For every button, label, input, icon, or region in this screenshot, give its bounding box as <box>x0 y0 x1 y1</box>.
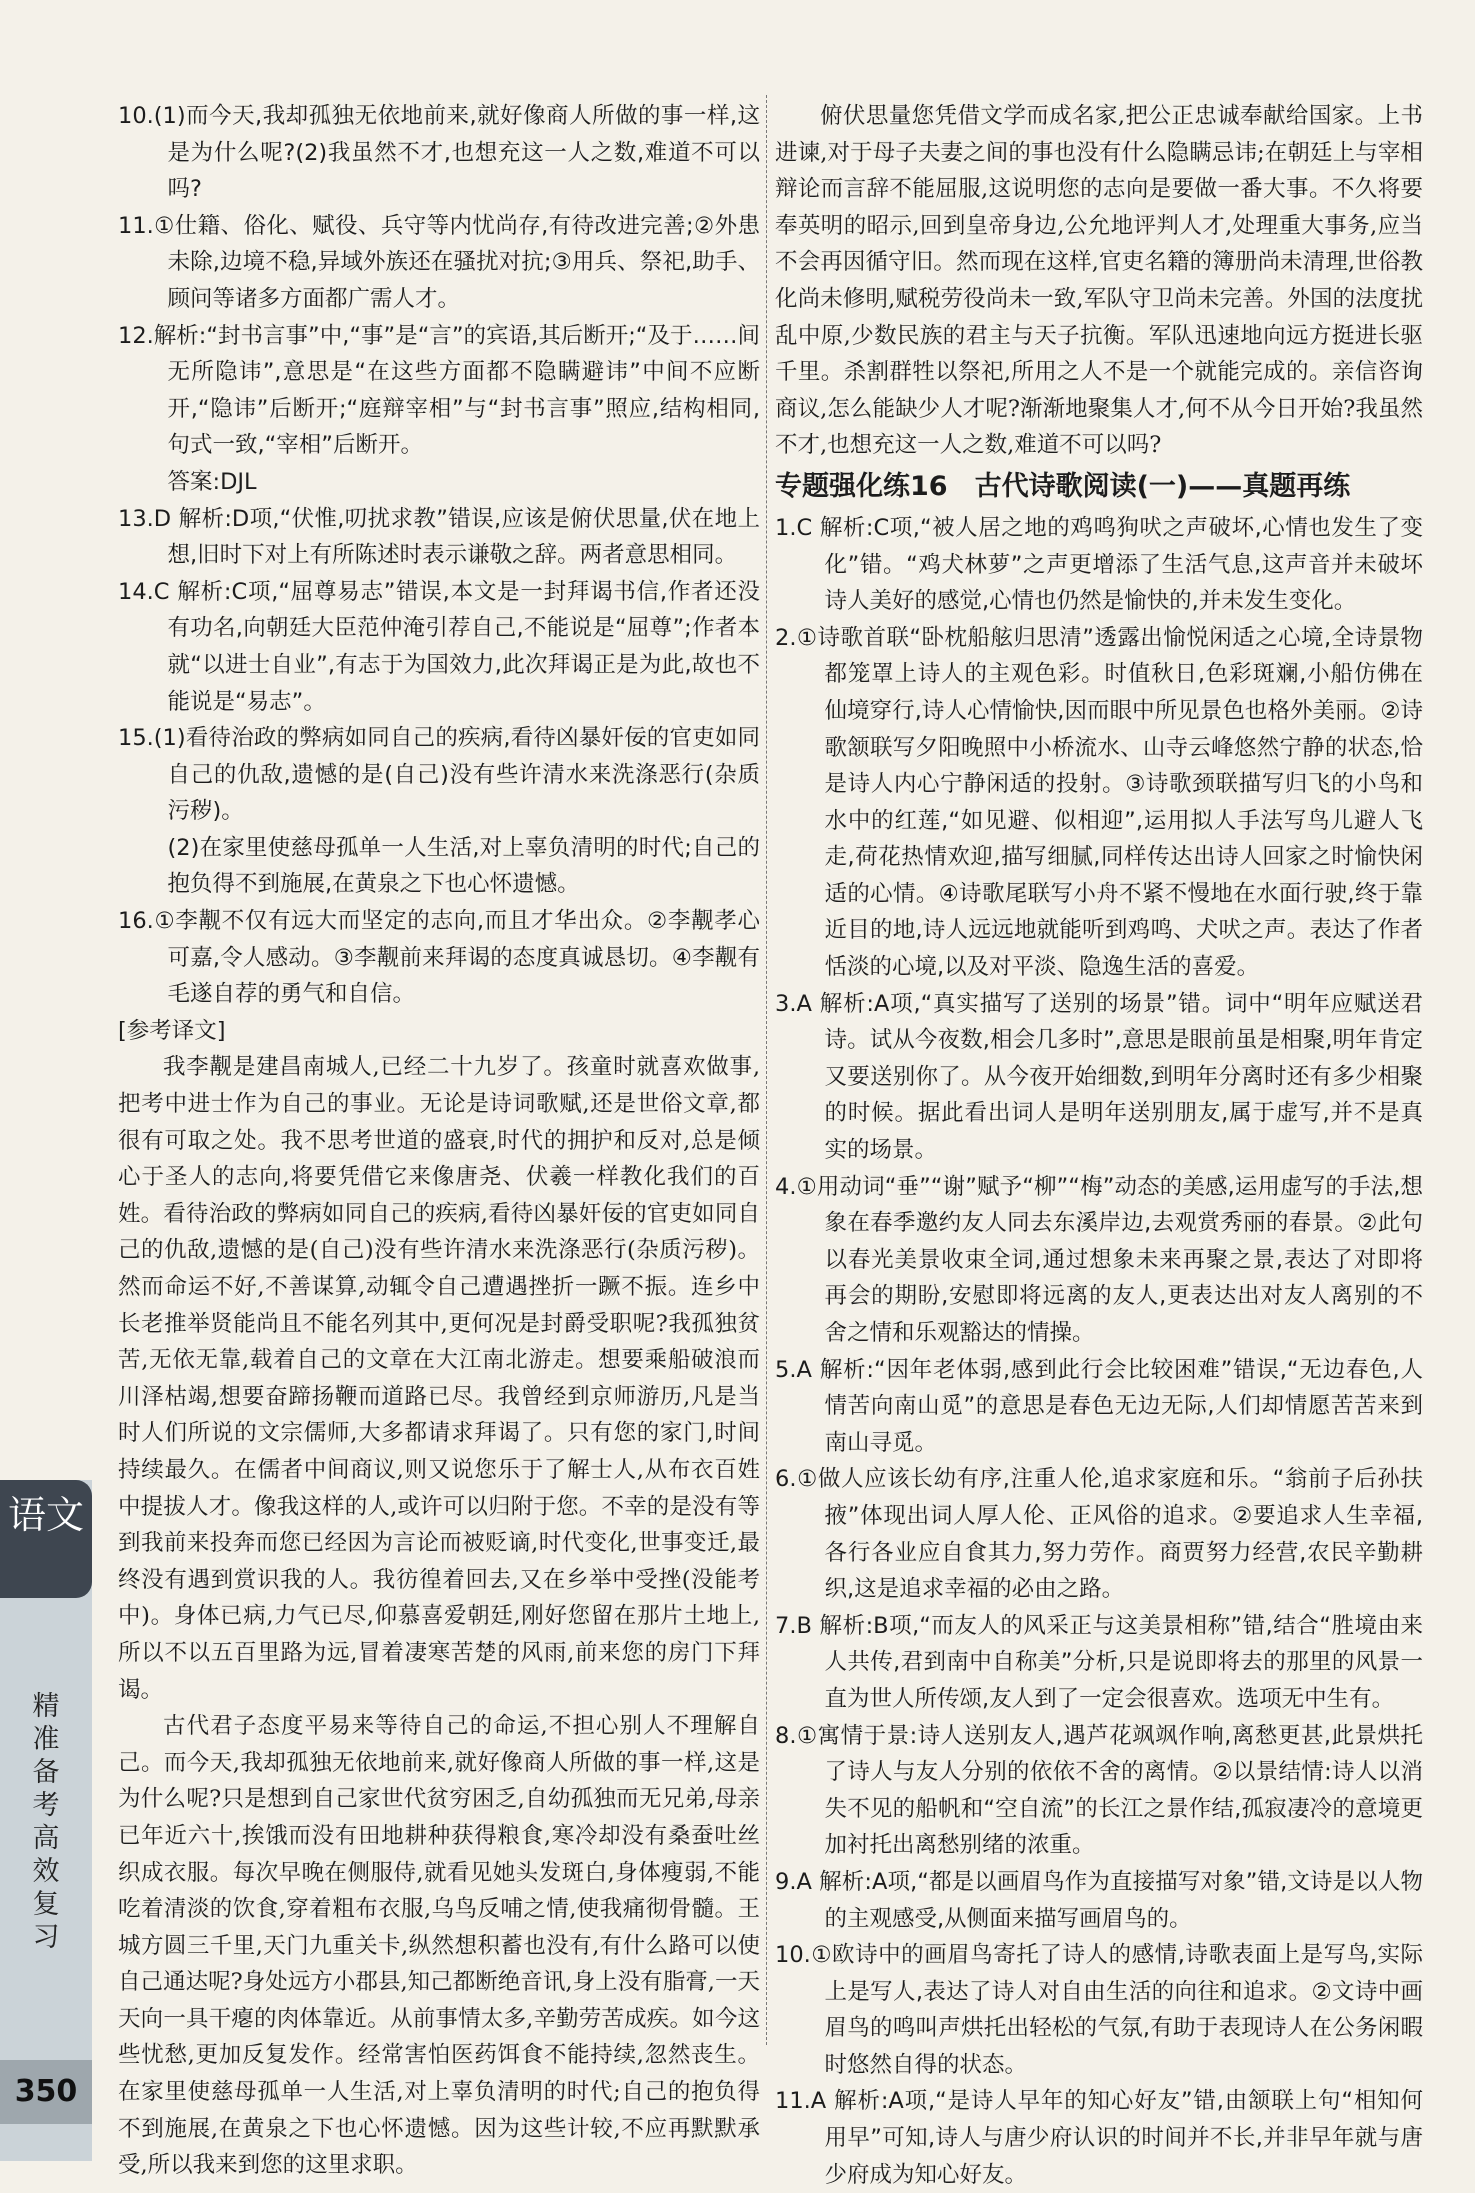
answer-item: 7.B 解析:B项,“而友人的风采正与这美景相称”错,结合“胜境由来人共传,君到南中自称美”分析,只是说即将去的那里的风景一直为世人所传颂,友人到了一定会很喜欢。选项无中生有。 <box>775 1612 1423 1712</box>
left-column <box>118 98 760 2184</box>
translation-paragraph: 我李觏是建昌南城人,已经二十九岁了。孩童时就喜欢做事,把考中进士作为自己的事业。无论是诗词歌赋,还是世俗文章,都很有可取之处。我不思考世道的盛衰,时代的拥护和反对,总是倾心于圣人的志向,将要凭借它来像唐尧、伏羲一样教化我们的百姓。看待治政的弊病如同自己的疾病,看待凶暴奸佞的官吏如同自己的仇敌,遗憾的是(自己)没有些许清水来洗涤恶行(杂质污秽)。然而命运不好,不善谋算,动辄令自己遭遇挫折一蹶不振。连乡中长老推举贤能尚且不能名列其中,更何况是封爵受职呢?我孤独贫苦,无依无靠,载着自己的文章在大江南北游走。想要乘船破浪而川泽枯竭,想要奋蹄扬鞭而道路已尽。我曾经到京师游历,凡是当时人们所说的文宗儒师,大多都请求拜谒了。只有您的家门,时间持续最久。在儒者中间商议,则又说您乐于了解士人,从布衣百姓中提拔人才。像我这样的人,或许可以归附于您。不幸的是没有等到我前来投奔而您已经因为言论而被贬谪,时代变化,世事变迁,最终没有遇到赏识我的人。我彷徨着回去,又在乡举中受挫(没能考中)。身体已病,力气已尽,仰慕喜爱朝廷,刚好您留在那片土地上,所以不以五百里路为远,冒着凄寒苦楚的风雨,前来您的房门下拜谒。 <box>118 1054 760 1703</box>
answer-item: 10.①欧诗中的画眉鸟寄托了诗人的感情,诗歌表面上是写鸟,实际上是写人,表达了诗人对自由生活的向往和追求。②文诗中画眉鸟的鸣叫声烘托出轻松的气氛,有助于表现诗人在公务闲暇时悠然自得的状态。 <box>775 1942 1423 2078</box>
answer-item: 11.A 解析:A项,“是诗人早年的知心好友”错,由颔联上句“相知何用早”可知,诗人与唐少府认识的时间并不长,并非早年就与唐少府成为知心好友。 <box>775 2088 1423 2188</box>
answer-item: 12.解析:“封书言事”中,“事”是“言”的宾语,其后断开;“及于……间无所隐讳”,意思是“在这些方面都不隐瞒避讳”中间不应断开,“隐讳”后断开;“庭辩宰相”与“封书言事”照应,结构相同,句式一致,“宰相”后断开。 <box>118 322 760 459</box>
translation-paragraph: 古代君子态度平易来等待自己的命运,不担心别人不理解自己。而今天,我却孤独无依地前来,就好像商人所做的事一样,这是为什么呢?只是想到自己家世代贫穷困乏,自幼孤独而无兄弟,母亲已年近六十,挨饿而没有田地耕种获得粮食,寒冷却没有桑蚕吐丝织成衣服。每次早晚在侧服侍,就看见她头发斑白,身体瘦弱,不能吃着清淡的饮食,穿着粗布衣服,乌鸟反哺之情,使我痛彻骨髓。王城方圆三千里,天门九重关卡,纵然想积蓄也没有,有什么路可以使自己通达呢?身处远方小郡县,知己都断绝音讯,身上没有脂膏,一天天向一具干瘪的肉体靠近。从前事情太多,辛勤劳苦成疾。如今这些忧愁,更加反复发作。经常害怕医药饵食不能持续,忽然丧生。在家里使慈母孤单一人生活,对上辜负清明的时代;自己的抱负得不到施展,在黄泉之下也心怀遗憾。因为这些计较,不应再默默承受,所以我来到您的这里求职。 <box>118 1713 760 2179</box>
section-title: 专题强化练16 古代诗歌阅读(一)——真题再练 <box>775 470 1351 502</box>
answer-item: 14.C 解析:C项,“屈尊易志”错误,本文是一封拜谒书信,作者还没有功名,向朝廷大臣范仲淹引荐自己,不能说是“屈尊”;作者本就“以进士自业”,有志于为国效力,此次拜谒正是为此,故也不能说是“易志”。 <box>118 578 760 715</box>
answer-item: 16.①李觏不仅有远大而坚定的志向,而且才华出众。②李觏孝心可嘉,令人感动。③李觏前来拜谒的态度真诚恳切。④李觏有毛遂自荐的勇气和自信。 <box>118 908 760 1008</box>
answer-item: 9.A 解析:A项,“都是以画眉鸟作为直接描写对象”错,文诗是以人物的主观感受,从侧面来描写画眉鸟的。 <box>775 1868 1423 1932</box>
answer-item: 1.C 解析:C项,“被人居之地的鸡鸣狗吠之声破坏,心情也发生了变化”错。“鸡犬林萝”之声更增添了生活气息,这声音并未破坏诗人美好的感觉,心情也仍然是愉快的,并未发生变化。 <box>775 514 1423 615</box>
translation-label: [参考译文] <box>118 1017 226 1044</box>
answer-item: 4.①用动词“垂”“谢”赋予“柳”“梅”动态的美感,运用虚写的手法,想象在春季邀约友人同去东溪岸边,去观赏秀丽的春景。②此句以春光美景收束全词,通过想象未来再聚之景,表达了对即将再会的期盼,安慰即将远离的友人,更表达出对友人离别的不舍之情和乐观豁达的情操。 <box>775 1173 1423 1346</box>
answer-item: 15.(1)看待治政的弊病如同自己的疾病,看待凶暴奸佞的官吏如同自己的仇敌,遗憾的是(自己)没有些许清水来洗涤恶行(杂质污秽)。 <box>118 725 760 825</box>
answer-key: 答案:DJL <box>167 468 257 495</box>
side-tab <box>0 1480 92 2161</box>
answer-item: 3.A 解析:A项,“真实描写了送别的场景”错。词中“明年应赋送君诗。试从今夜数,相会几多时”,意思是眼前虽是相聚,明年肯定又要送别你了。从今夜开始细数,到明年分离时还有多少相聚的时候。据此看出词人是明年送别朋友,属于虚写,并不是真实的场景。 <box>775 990 1423 1164</box>
answer-item: 8.①寓情于景:诗人送别友人,遇芦花飒飒作响,离愁更甚,此景烘托了诗人与友人分别的依依不舍的离情。②以景结情:诗人以消失不见的船帆和“空自流”的长江之景作结,孤寂凄冷的意境更加衬托出离愁别绪的浓重。 <box>775 1722 1423 1859</box>
page-number: 350 <box>0 2060 92 2124</box>
answer-item: 5.A 解析:“因年老体弱,感到此行会比较困难”错误,“无边春色,人情苦向南山觅”的意思是春色无边无际,人们却情愿苦苦来到南山寻觅。 <box>775 1356 1423 1456</box>
translation-continuation: 俯伏思量您凭借文学而成名家,把公正忠诚奉献给国家。上书进谏,对于母子夫妻之间的事也没有什么隐瞒忌讳;在朝廷上与宰相辩论而言辞不能屈服,这说明您的志向是要做一番大事。不久将要奉英明的昭示,回到皇帝身边,公允地评判人才,处理重大事务,应当不会再因循守旧。然而现在这样,官吏名籍的簿册尚未清理,世俗教化尚未修明,赋税劳役尚未一致,军队守卫尚未完善。外国的法度扰乱中原,少数民族的君主与天子抗衡。军队迅速地向远方挺进长驱千里。杀割群牲以祭祀,所用之人不是一个就能完成的。亲信咨询商议,怎么能缺少人才呢?渐渐地聚集人才,何不从今日开始?我虽然不才,也想充这一人之数,难道不可以吗? <box>775 103 1423 459</box>
answer-item: 2.①诗歌首联“卧枕船舷归思清”透露出愉悦闲适之心境,全诗景物都笼罩上诗人的主观色彩。时值秋日,色彩斑斓,小船仿佛在仙境穿行,诗人心情愉快,因而眼中所见景色也格外美丽。②诗歌颔联写夕阳晚照中小桥流水、山寺云峰悠然宁静的状态,恰是诗人内心宁静闲适的投射。③诗歌颈联描写归飞的小鸟和水中的红莲,“如见避、似相迎”,运用拟人手法写鸟儿避人飞走,荷花热情欢迎,描写细腻,同样传达出诗人回家之时愉快闲适的心情。④诗歌尾联写小舟不紧不慢地在水面行驶,终于靠近目的地,诗人远远地就能听到鸡鸣、犬吠之声。表达了作者恬淡的心境,以及对平淡、隐逸生活的喜爱。 <box>775 624 1423 981</box>
answer-item: 10.(1)而今天,我却孤独无依地前来,就好像商人所做的事一样,这是为什么呢?(2)我虽然不才,也想充这一人之数,难道不可以吗? <box>118 103 760 203</box>
subject-label: 语文 <box>0 1480 92 1598</box>
answer-item: 13.D 解析:D项,“伏惟,叨扰求教”错误,应该是俯伏思量,伏在地上想,旧时下对上有所陈述时表示谦敬之辞。两者意思相同。 <box>118 505 760 569</box>
column-divider <box>766 95 767 2045</box>
series-label: 精准备考 高效复习 <box>32 1691 60 1953</box>
answer-subitem: (2)在家里使慈母孤单一人生活,对上辜负清明的时代;自己的抱负得不到施展,在黄泉之下也心怀遗憾。 <box>167 834 760 898</box>
right-column <box>775 98 1423 2193</box>
answer-item: 11.①仕籍、俗化、赋役、兵守等内忧尚存,有待改进完善;②外患未除,边境不稳,异域外族还在骚扰对抗;③用兵、祭祀,助手、顾问等诸多方面都广需人才。 <box>118 212 760 312</box>
answer-item: 6.①做人应该长幼有序,注重人伦,追求家庭和乐。“翁前子后孙扶掖”体现出词人厚人伦、正风俗的追求。②要追求人生幸福,各行各业应自食其力,努力劳作。商贾努力经营,农民辛勤耕织,这是追求幸福的必由之路。 <box>775 1466 1423 1603</box>
